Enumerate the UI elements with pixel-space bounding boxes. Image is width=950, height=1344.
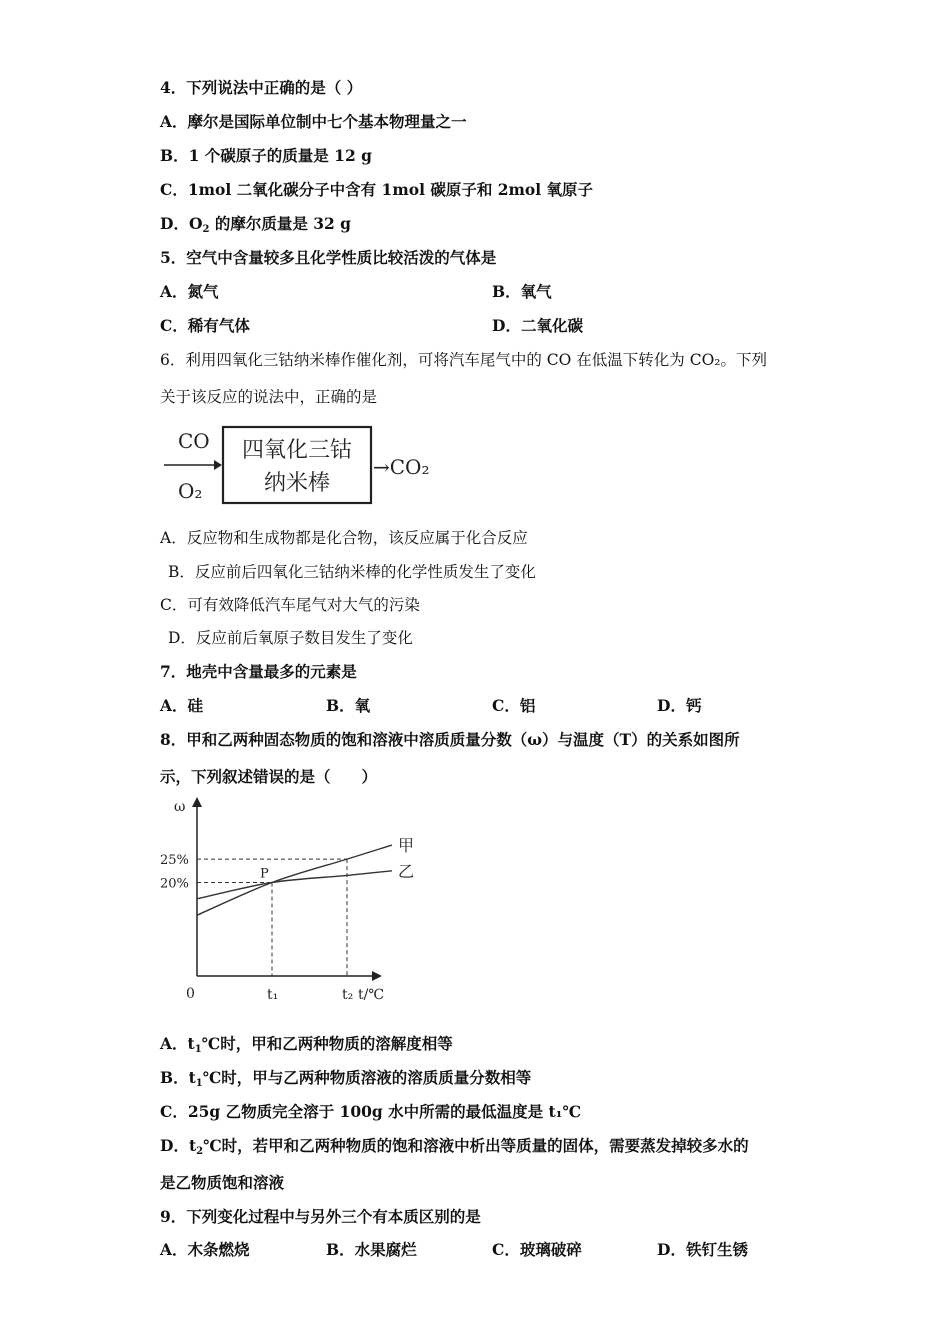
q7-option-d: D．钙 <box>657 696 702 715</box>
q8-d-prefix: D．t <box>160 1136 197 1155</box>
q8-option-a <box>160 1034 453 1060</box>
catalyst-diagram <box>162 418 452 514</box>
q5-option-d: D．二氧化碳 <box>492 316 583 335</box>
q6-option-c: C．可有效降低汽车尾气对大气的污染 <box>160 596 420 614</box>
x-tick-label-t2: t₂ <box>342 987 354 1003</box>
q7-stem: 7．地壳中含量最多的元素是 <box>160 662 357 681</box>
q8-a-suffix: ℃时，甲和乙两种物质的溶解度相等 <box>201 1034 453 1053</box>
x-axis-label: t/℃ <box>358 987 385 1003</box>
q8-a-sub: 1 <box>194 1044 202 1055</box>
q6-stem-1: 6．利用四氧化三钴纳米棒作催化剂，可将汽车尾气中的 CO 在低温下转化为 CO₂。下列 <box>160 351 767 369</box>
reactant-co: CO <box>178 429 210 453</box>
q9-stem: 9．下列变化过程中与另外三个有本质区别的是 <box>160 1207 481 1226</box>
q6-option-d: D．反应前后氧原子数目发生了变化 <box>168 629 413 647</box>
q8-option-d-line2: 是乙物质饱和溶液 <box>160 1173 285 1192</box>
origin-label: 0 <box>186 986 195 1002</box>
q9-option-d: D．铁钉生锈 <box>657 1240 748 1259</box>
q4-stem: 4．下列说法中正确的是（ ） <box>160 78 363 97</box>
q5-option-a: A．氮气 <box>160 282 219 301</box>
q6-stem-2: 关于该反应的说法中，正确的是 <box>160 388 378 406</box>
q9-option-a: A．木条燃烧 <box>160 1240 250 1259</box>
intersection-label-p: P <box>260 866 269 882</box>
q4-option-d <box>160 214 351 240</box>
q7-option-c: C．铝 <box>492 696 536 715</box>
product-co2: →CO₂ <box>373 455 430 479</box>
q4-option-b: B．1 个碳原子的质量是 12 g <box>160 146 372 165</box>
q8-b-sub: 1 <box>195 1078 203 1089</box>
x-tick-label-t1: t₁ <box>267 987 279 1003</box>
q4-d-sub: 2 <box>202 224 210 235</box>
q8-stem-1: 8．甲和乙两种固态物质的饱和溶液中溶质质量分数（ω）与温度（T）的关系如图所 <box>160 730 740 749</box>
q8-d-suffix: ℃时，若甲和乙两种物质的饱和溶液中析出等质量的固体，需要蒸发掉较多水的 <box>203 1136 749 1155</box>
q9-option-b: B．水果腐烂 <box>326 1240 417 1259</box>
q8-option-c: C．25g 乙物质完全溶于 100g 水中所需的最低温度是 t₁℃ <box>160 1102 582 1121</box>
q4-option-c: C．1mol 二氧化碳分子中含有 1mol 碳原子和 2mol 氧原子 <box>160 180 594 199</box>
y-tick-label-25: 25% <box>160 853 189 869</box>
q6-option-b: B．反应前后四氧化三钴纳米棒的化学性质发生了变化 <box>168 563 536 581</box>
q7-option-b: B．氧 <box>326 696 371 715</box>
q4-d-prefix: D．O <box>160 214 203 233</box>
q8-stem-2: 示，下列叙述错误的是（ ） <box>160 767 378 786</box>
y-axis-label: ω <box>174 799 186 815</box>
series-label-jia: 甲 <box>398 836 415 856</box>
y-axis-arrow <box>192 797 202 807</box>
catalyst-label-2: 纳米棒 <box>263 471 331 496</box>
q8-option-b <box>160 1068 531 1094</box>
reactant-o2: O₂ <box>178 479 203 503</box>
q8-b-suffix: ℃时，甲与乙两种物质溶液的溶质质量分数相等 <box>202 1068 532 1087</box>
q7-option-a: A．硅 <box>160 696 204 715</box>
q5-stem: 5．空气中含量较多且化学性质比较活泼的气体是 <box>160 248 497 267</box>
catalyst-label-1: 四氧化三钴 <box>241 438 353 463</box>
q4-option-a: A．摩尔是国际单位制中七个基本物理量之一 <box>160 112 467 131</box>
x-axis-arrow <box>372 971 382 981</box>
q5-option-b: B．氧气 <box>492 282 552 301</box>
q6-option-a: A．反应物和生成物都是化合物，该反应属于化合反应 <box>160 529 528 547</box>
q9-option-c: C．玻璃破碎 <box>492 1240 582 1259</box>
q8-d-sub: 2 <box>196 1146 204 1157</box>
q8-option-d-line1 <box>160 1136 749 1162</box>
q5-option-c: C．稀有气体 <box>160 316 250 335</box>
series-label-yi: 乙 <box>398 861 415 881</box>
q4-d-suffix: 的摩尔质量是 32 g <box>209 214 352 233</box>
q8-a-prefix: A．t <box>160 1034 195 1053</box>
solubility-chart <box>150 795 415 1010</box>
q8-b-prefix: B．t <box>160 1068 196 1087</box>
y-tick-label-20: 20% <box>160 876 189 892</box>
input-arrow-head <box>214 460 222 470</box>
